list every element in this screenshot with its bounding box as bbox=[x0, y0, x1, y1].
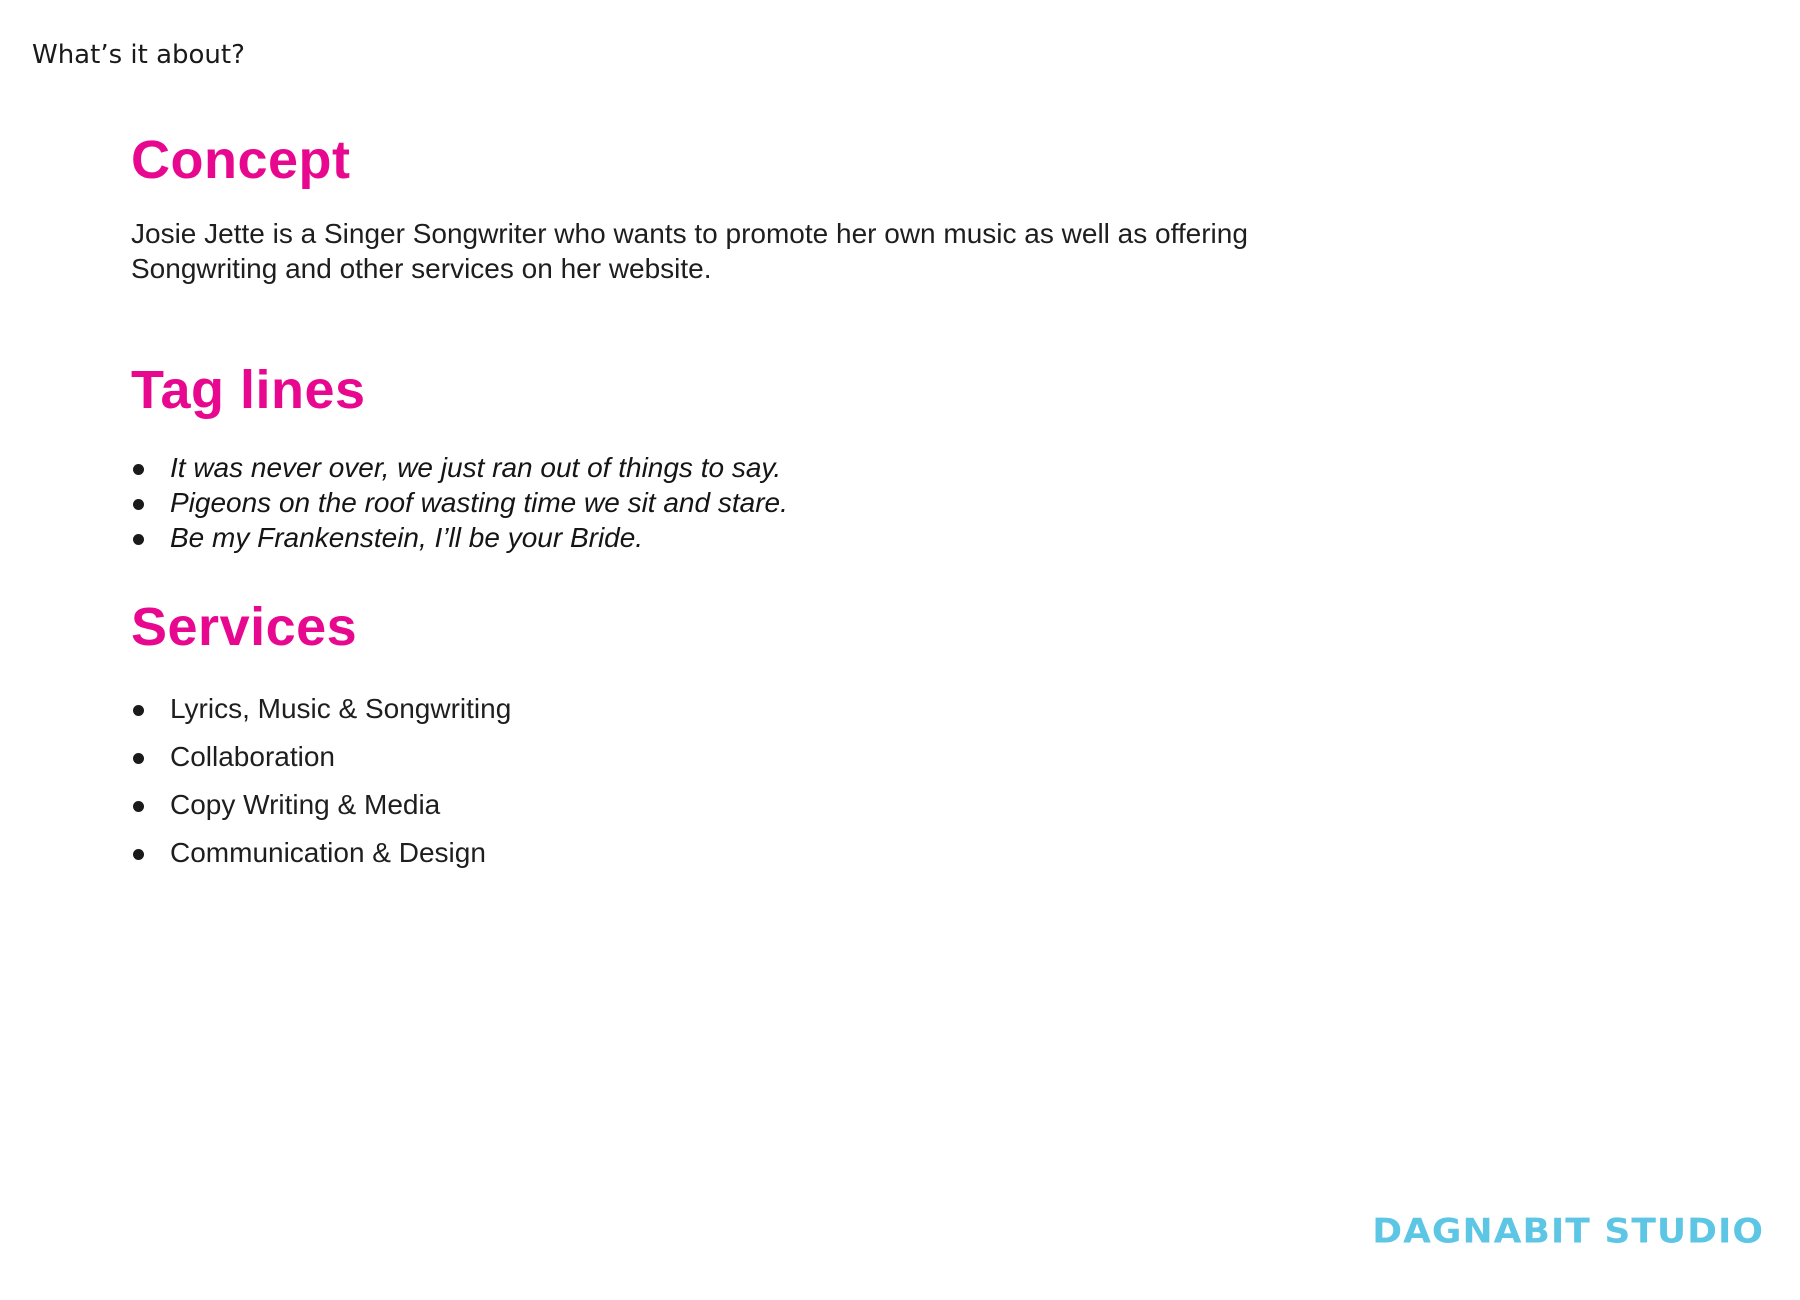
list-item bbox=[131, 829, 1331, 877]
service-text: Copy Writing & Media bbox=[170, 789, 441, 820]
bullet-icon bbox=[133, 849, 144, 860]
bullet-icon bbox=[133, 534, 144, 545]
bullet-icon bbox=[133, 753, 144, 764]
tagline-text: Be my Frankenstein, I’ll be your Bride. bbox=[170, 522, 644, 553]
list-item bbox=[131, 685, 1331, 733]
tagline-text: Pigeons on the roof wasting time we sit and stare. bbox=[170, 487, 788, 518]
list-item bbox=[131, 485, 1331, 520]
service-text: Lyrics, Music & Songwriting bbox=[170, 693, 512, 724]
concept-paragraph: Josie Jette is a Singer Songwriter who wants to promote her own music as well as offering Songwriting and other services on her website. bbox=[131, 218, 1248, 284]
service-text: Collaboration bbox=[170, 741, 335, 772]
service-text: Communication & Design bbox=[170, 837, 486, 868]
bullet-icon bbox=[133, 705, 144, 716]
brand-logo: DAGNABIT STUDIO bbox=[1372, 1212, 1764, 1251]
bullet-icon bbox=[133, 464, 144, 475]
concept-heading: Concept bbox=[131, 130, 351, 190]
bullet-icon bbox=[133, 499, 144, 510]
tagline-text: It was never over, we just ran out of things to say. bbox=[170, 452, 782, 483]
list-item bbox=[131, 450, 1331, 485]
services-list bbox=[131, 685, 1331, 877]
page-header: What’s it about? bbox=[32, 40, 245, 70]
bullet-icon bbox=[133, 801, 144, 812]
taglines-list bbox=[131, 450, 1331, 555]
services-heading: Services bbox=[131, 597, 358, 657]
taglines-heading: Tag lines bbox=[131, 360, 366, 420]
list-item bbox=[131, 520, 1331, 555]
main-content bbox=[131, 128, 1331, 877]
list-item bbox=[131, 733, 1331, 781]
list-item bbox=[131, 781, 1331, 829]
